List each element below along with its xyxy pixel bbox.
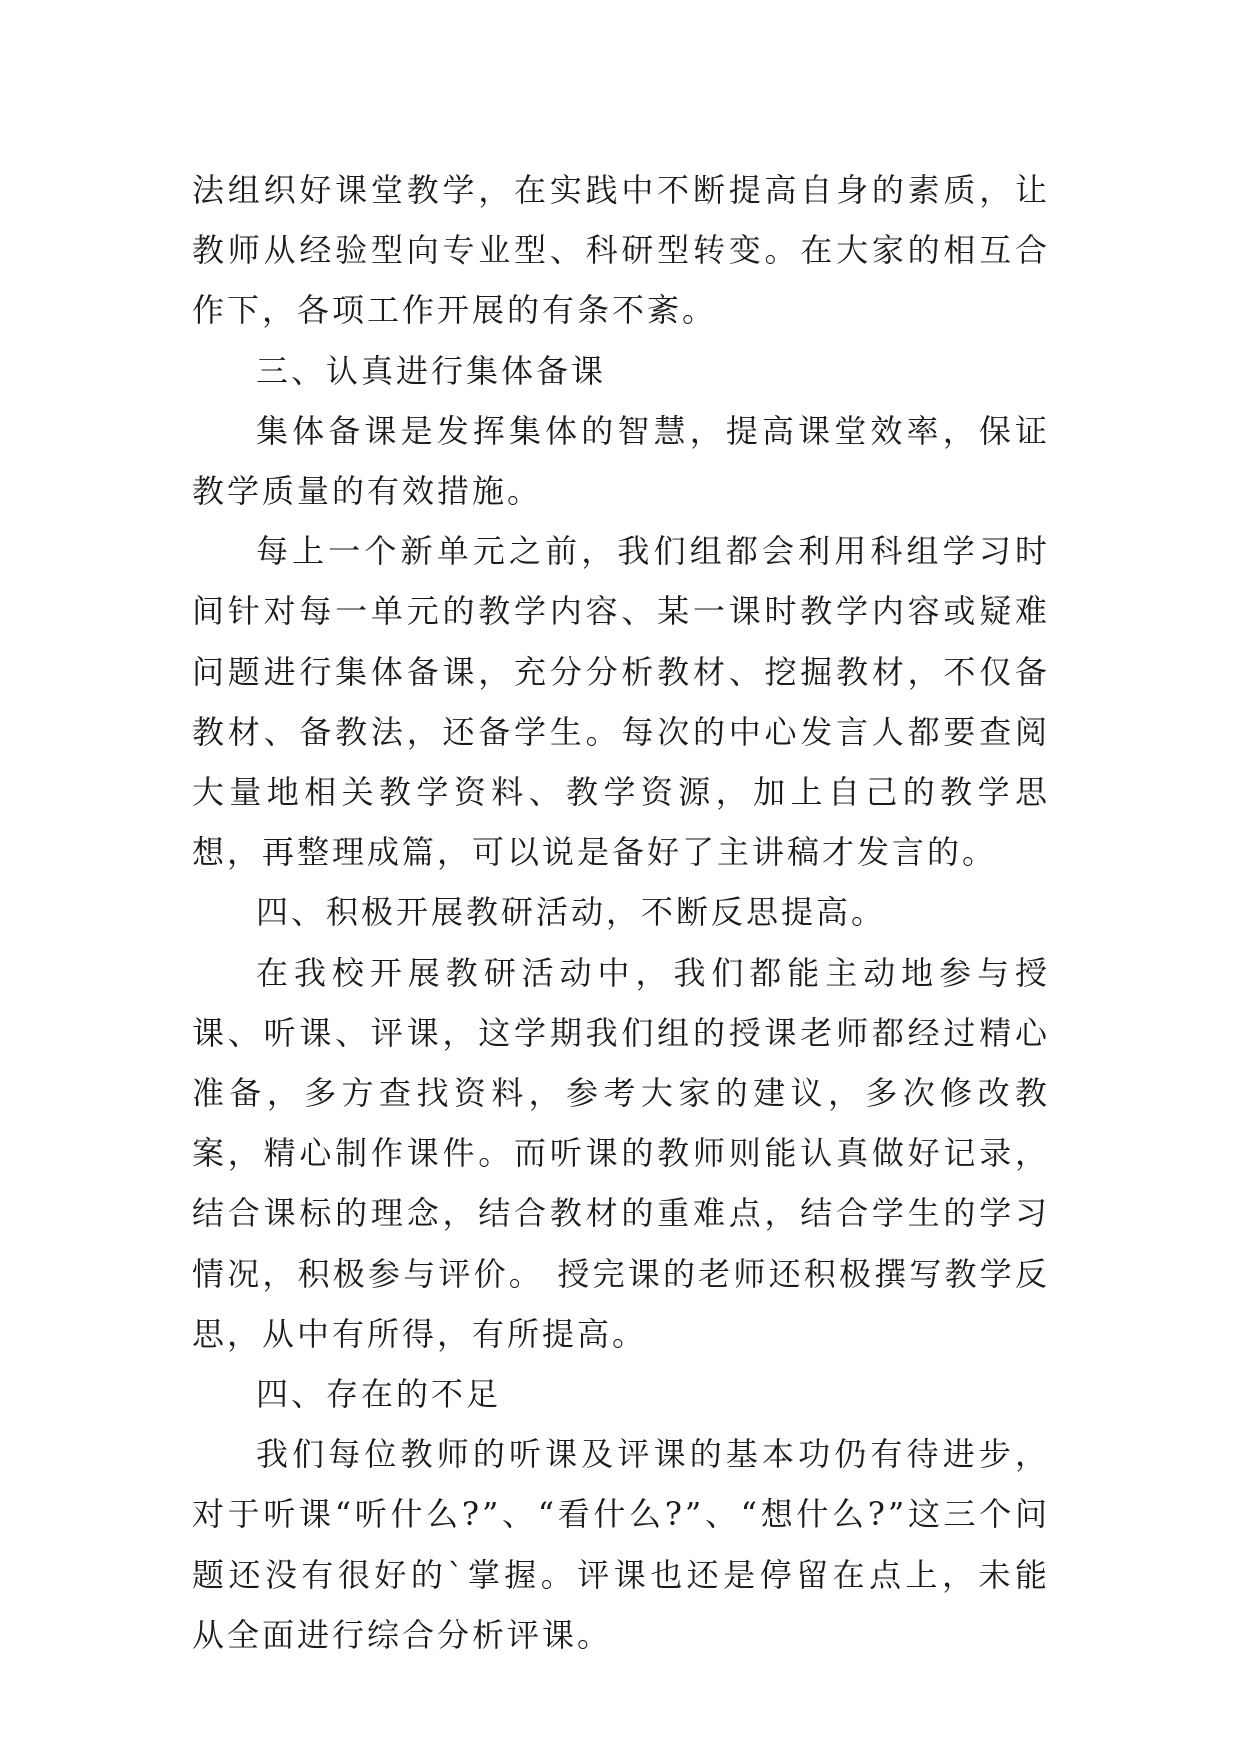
document-body [192,160,1050,1665]
section-heading: 四、存在的不足 [256,1375,502,1414]
paragraph: 法组织好课堂教学，在实践中不断提高自身的素质，让教师从经验型向专业型、科研型转变。在大家的相互合作下，各项工作开展的有条不紊。 [192,171,1050,330]
paragraph: 每上一个新单元之前，我们组都会利用科组学习时间针对每一单元的教学内容、某一课时教学内容或疑难问题进行集体备课，充分分析教材、挖掘教材，不仅备教材、备教法，还备学生。每次的中心发言人都要查阅大量地相关教学资料、教学资源，加上自己的教学思想，再整理成篇，可以说是备好了主讲稿才发言的。 [192,532,1050,872]
paragraph: 集体备课是发挥集体的智慧，提高课堂效率，保证教学质量的有效措施。 [192,411,1050,511]
section-heading: 三、认真进行集体备课 [256,351,607,390]
paragraph: 在我校开展教研活动中，我们都能主动地参与授课、听课、评课，这学期我们组的授课老师都经过精心准备，多方查找资料，参考大家的建议，多次修改教案，精心制作课件。而听课的教师则能认真做好记录，结合课标的理念，结合教材的重难点，结合学生的学习情况，积极参与评价。 授完课的老师还积极撰写教学反思，从中有所得，有所提高。 [192,953,1050,1353]
paragraph: 我们每位教师的听课及评课的基本功仍有待进步，对于听课“听什么?”、“看什么?”、“想什么?”这三个问题还没有很好的`掌握。评课也还是停留在点上，未能从全面进行综合分析评课。 [192,1435,1050,1654]
section-heading: 四、积极开展教研活动，不断反思提高。 [256,893,887,932]
